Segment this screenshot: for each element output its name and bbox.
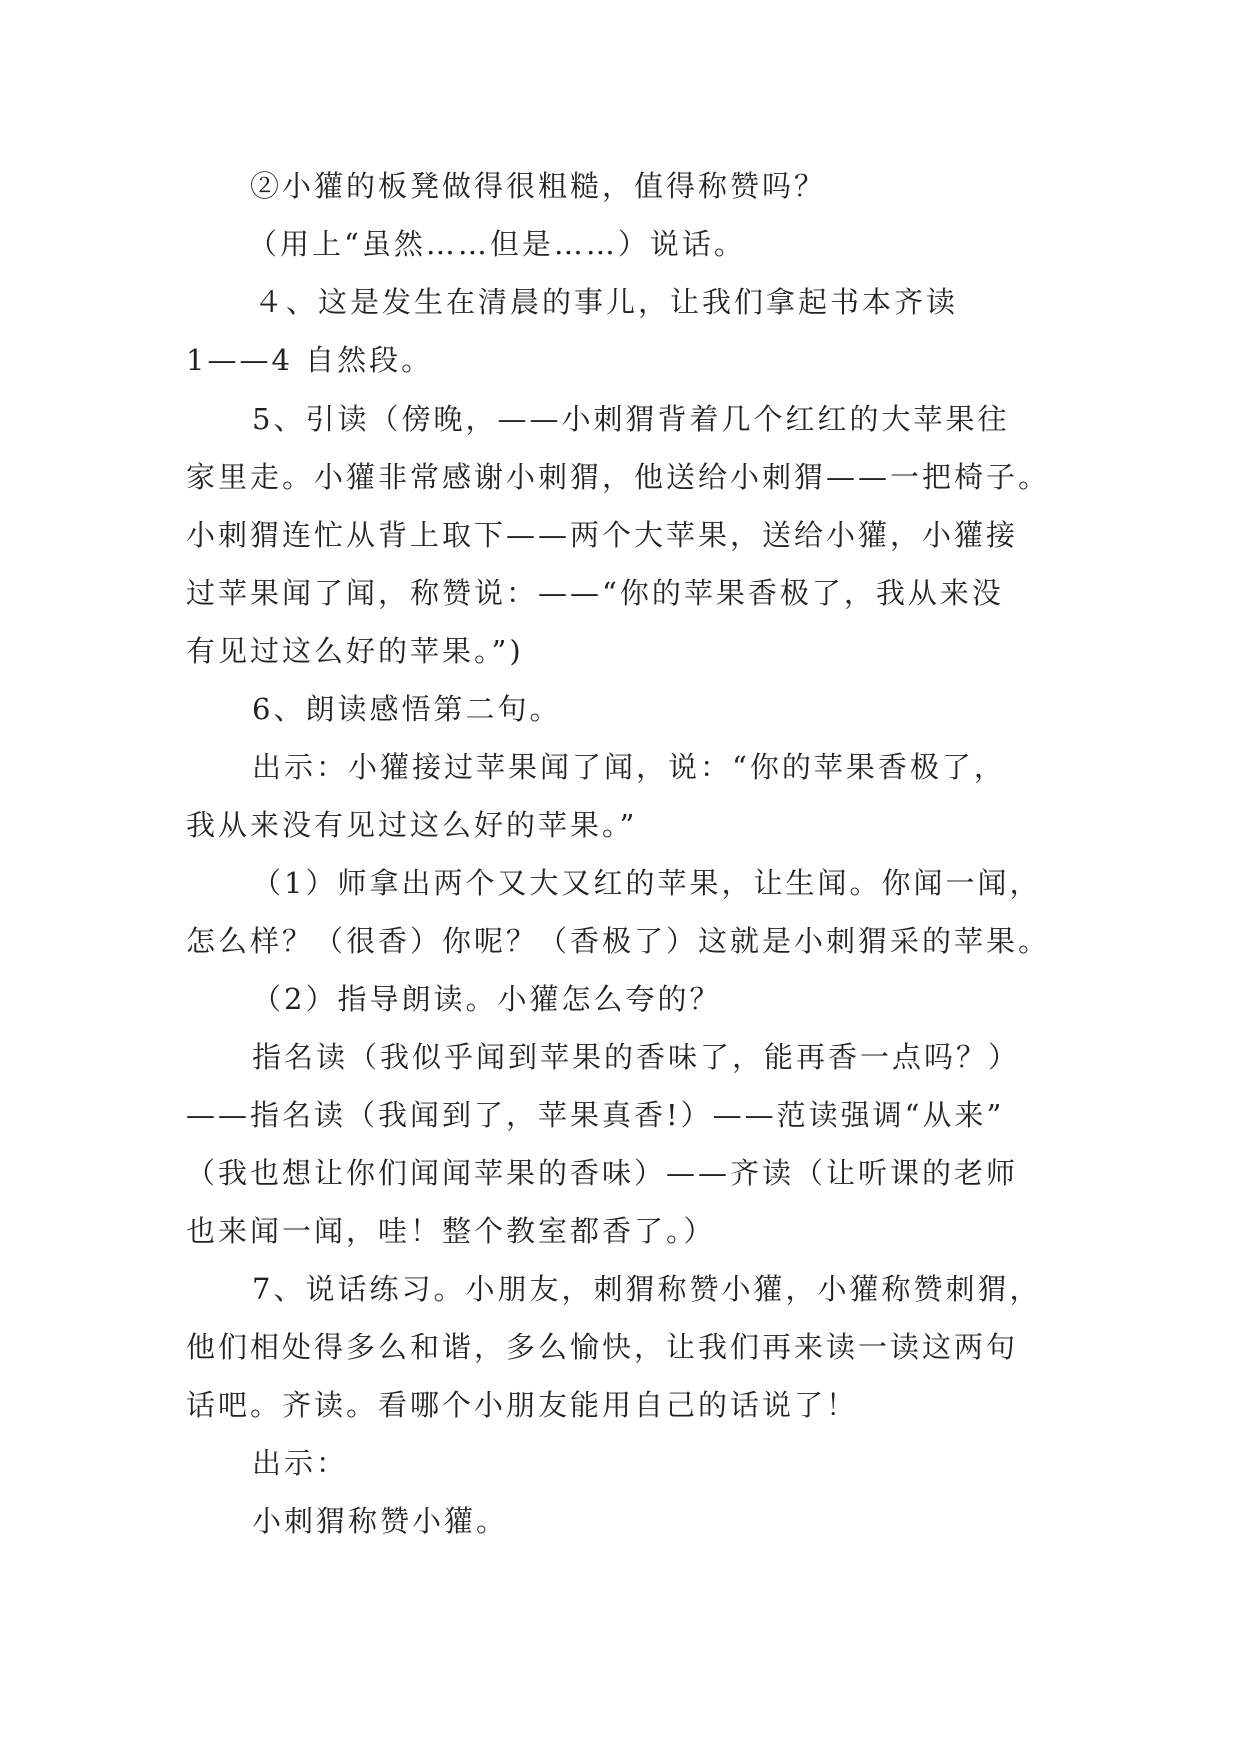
text-line-7: 小刺猬连忙从背上取下——两个大苹果，送给小獾，小獾接: [186, 518, 1019, 552]
text-line-8: 过苹果闻了闻，称赞说：——“你的苹果香极了，我从来没: [186, 576, 1004, 610]
text-line-6: 家里走。小獾非常感谢小刺猬，他送给小刺猬——一把椅子。: [186, 460, 1051, 494]
text-line-20: 7、说话练习。小朋友，刺猬称赞小獾，小獾称赞刺猬，: [252, 1272, 1042, 1306]
text-line-10: 6、朗读感悟第二句。: [252, 692, 562, 726]
text-line-1: ②小獾的板凳做得很粗糙，值得称赞吗？: [250, 169, 827, 203]
text-line-2: （用上“虽然……但是……）说话。: [248, 227, 746, 261]
text-line-4: 1——4 自然段。: [186, 343, 434, 377]
text-line-23: 出示：: [252, 1446, 349, 1480]
text-line-17: ——指名读（我闻到了，苹果真香!）——范读强调“从来”: [186, 1098, 1005, 1132]
text-line-14: 怎么样？（很香）你呢？（香极了）这就是小刺猬采的苹果。: [186, 924, 1051, 958]
text-line-22: 话吧。齐读。看哪个小朋友能用自己的话说了！: [186, 1388, 859, 1422]
text-line-5: 5、引读（傍晚，——小刺猬背着几个红红的大苹果往: [252, 402, 1010, 436]
text-line-11: 出示：小獾接过苹果闻了闻，说：“你的苹果香极了，: [252, 750, 1006, 784]
text-line-9: 有见过这么好的苹果。”): [186, 634, 524, 668]
text-line-15: （2）指导朗读。小獾怎么夸的？: [252, 982, 722, 1016]
text-line-24: 小刺猬称赞小獾。: [252, 1504, 509, 1538]
text-line-12: 我从来没有见过这么好的苹果。”: [186, 808, 638, 842]
text-line-16: 指名读（我似乎闻到苹果的香味了，能再香一点吗？）: [252, 1040, 1021, 1074]
text-line-18: （我也想让你们闻闻苹果的香味）——齐读（让听课的老师: [186, 1156, 1019, 1190]
text-line-3: ４、这是发生在清晨的事儿，让我们拿起书本齐读: [254, 285, 959, 319]
text-line-21: 他们相处得多么和谐，多么愉快，让我们再来读一读这两句: [186, 1330, 1019, 1364]
text-line-13: （1）师拿出两个又大又红的苹果，让生闻。你闻一闻，: [252, 866, 1042, 900]
text-line-19: 也来闻一闻，哇！整个教室都香了。）: [186, 1214, 716, 1248]
